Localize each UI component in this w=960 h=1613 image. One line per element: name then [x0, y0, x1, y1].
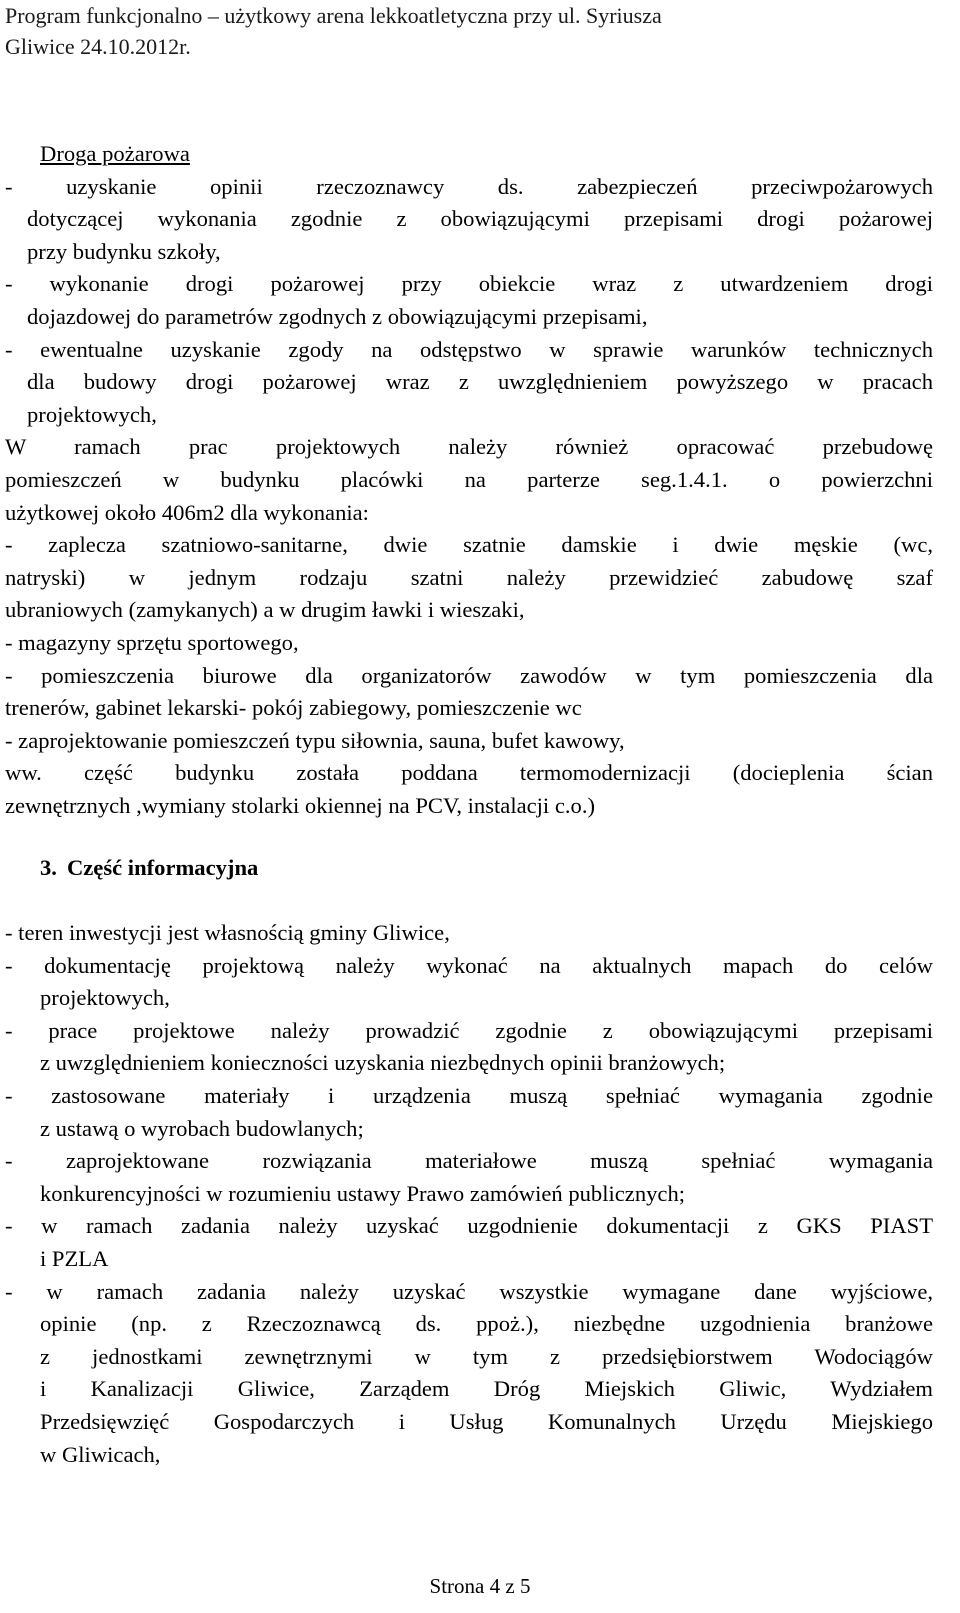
text-line: - zastosowane materiały i urządzenia muszą spełniać wymagania zgodnie — [5, 1083, 933, 1109]
text-line: - prace projektowe należy prowadzić zgodnie z obowiązującymi przepisami — [5, 1017, 933, 1043]
text-line: i Kanalizacji Gliwice, Zarządem Dróg Miejskich Gliwic, Wydziałem — [40, 1376, 933, 1402]
text-line: W ramach prac projektowych należy również opracować przebudowę — [5, 434, 933, 460]
text-line: - zaprojektowanie pomieszczeń typu siłownia, sauna, bufet kawowy, — [5, 727, 625, 753]
document-body — [5, 138, 933, 1471]
section-heading — [5, 852, 933, 885]
text-line: konkurencyjności w rozumieniu ustawy Prawo zamówień publicznych; — [40, 1180, 686, 1206]
text-line: z uwzględnieniem konieczności uzyskania niezbędnych opinii branżowych; — [40, 1050, 726, 1076]
text-line: - zaprojektowane rozwiązania materiałowe muszą spełniać wymagania — [5, 1148, 933, 1174]
text-line: zewnętrznych ,wymiany stolarki okiennej na PCV, instalacji c.o.) — [5, 792, 596, 818]
text-line: ubraniowych (zamykanych) a w drugim ławki i wieszaki, — [5, 597, 525, 623]
text-line: dojazdowej do parametrów zgodnych z obowiązującymi przepisami, — [27, 303, 648, 329]
text-line: - wykonanie drogi pożarowej przy obiekcie wraz z utwardzeniem drogi — [5, 271, 933, 297]
text-line: projektowych, — [27, 401, 157, 427]
section-title: Część informacyjna — [66, 855, 259, 881]
text-line: przy budynku szkoły, — [27, 238, 221, 264]
text-line: pomieszczeń w budynku placówki na parterze seg.1.4.1. o powierzchni — [5, 466, 933, 492]
text-line: projektowych, — [40, 985, 170, 1011]
text-line: natryski) w jednym rodzaju szatni należy przewidzieć zabudowę szaf — [5, 564, 933, 590]
text-line: w Gliwicach, — [40, 1441, 161, 1467]
text-line: - w ramach zadania należy uzyskać uzgodnienie dokumentacji z GKS PIAST — [5, 1213, 933, 1239]
text-line: z jednostkami zewnętrznymi w tym z przedsiębiorstwem Wodociągów — [40, 1343, 933, 1369]
page-number: Strona 4 z 5 — [429, 1574, 531, 1598]
text-line: i PZLA — [40, 1246, 109, 1271]
section-number: 3. — [40, 855, 57, 881]
text-line: - zaplecza szatniowo-sanitarne, dwie szatnie damskie i dwie męskie (wc, — [5, 532, 933, 558]
section-title-fire-road: Droga pożarowa — [40, 141, 190, 166]
text-line: - magazyny sprzętu sportowego, — [5, 629, 299, 655]
header-line-1: Program funkcjonalno – użytkowy arena lekkoatletyczna przy ul. Syriusza — [5, 3, 662, 28]
text-line: - uzyskanie opinii rzeczoznawcy ds. zabezpieczeń przeciwpożarowych — [5, 173, 933, 199]
text-line: opinie (np. z Rzeczoznawcą ds. ppoż.), niezbędne uzgodnienia branżowe — [40, 1311, 933, 1337]
text-line: - w ramach zadania należy uzyskać wszystkie wymagane dane wyjściowe, — [5, 1278, 933, 1304]
document-header — [5, 0, 662, 62]
header-line-2: Gliwice 24.10.2012r. — [5, 34, 191, 59]
text-line: - teren inwestycji jest własnością gminy Gliwice, — [5, 920, 450, 946]
text-line: - dokumentację projektową należy wykonać na aktualnych mapach do celów — [5, 952, 933, 978]
text-line: Przedsięwzięć Gospodarczych i Usług Komunalnych Urzędu Miejskiego — [40, 1408, 933, 1434]
text-line: - ewentualne uzyskanie zgody na odstępstwo w sprawie warunków technicznych — [5, 336, 933, 362]
text-line: dla budowy drogi pożarowej wraz z uwzględnieniem powyższego w pracach — [27, 369, 933, 395]
text-line: z ustawą o wyrobach budowlanych; — [40, 1115, 364, 1141]
text-line: - pomieszczenia biurowe dla organizatorów zawodów w tym pomieszczenia dla — [5, 662, 933, 688]
text-line: użytkowej około 406m2 dla wykonania: — [5, 499, 369, 525]
text-line: dotyczącej wykonania zgodnie z obowiązującymi przepisami drogi pożarowej — [27, 206, 933, 232]
text-line: trenerów, gabinet lekarski- pokój zabiegowy, pomieszczenie wc — [5, 695, 582, 721]
text-line: ww. część budynku została poddana termomodernizacji (docieplenia ścian — [5, 760, 933, 786]
